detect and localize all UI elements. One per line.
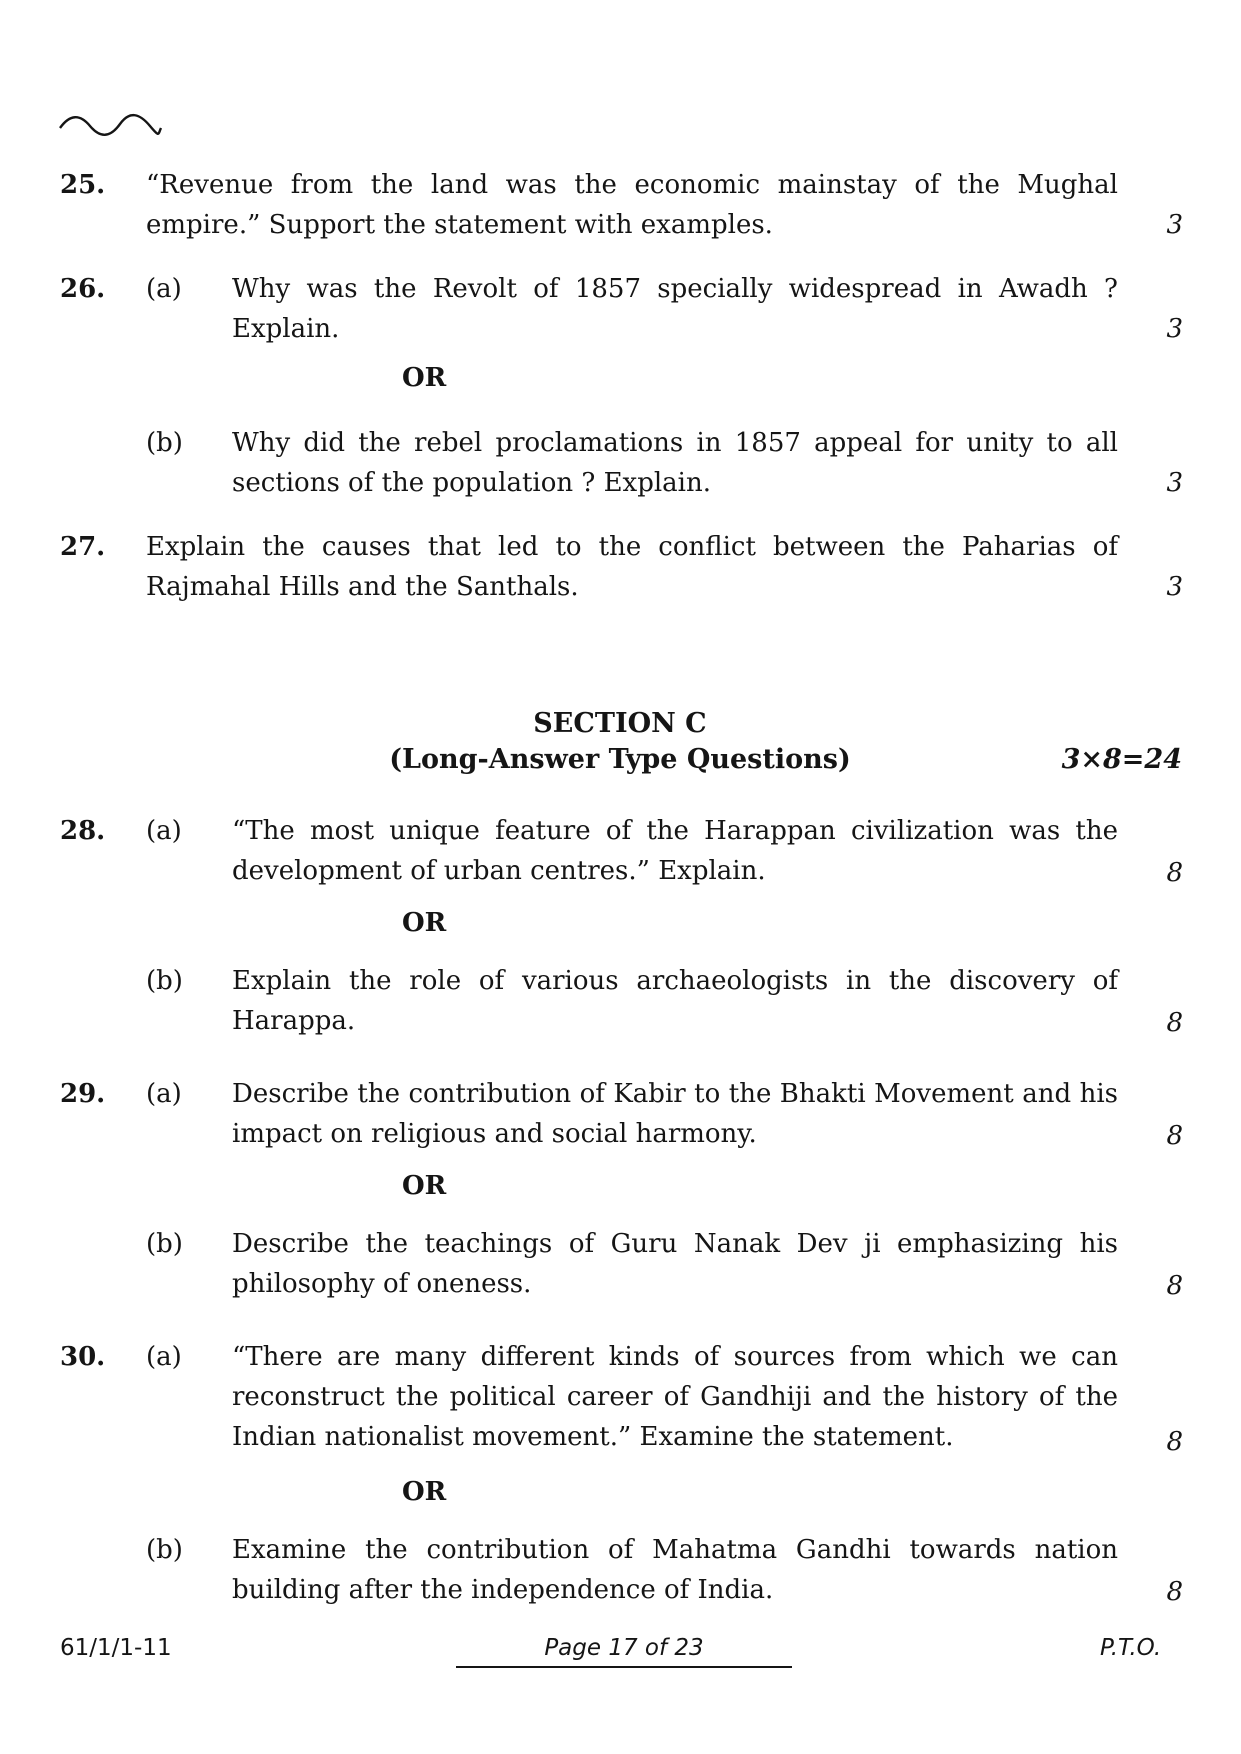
or-separator: OR [402,1477,447,1507]
option-label: (a) [146,816,182,846]
question-number: 28. [60,816,106,846]
option-label: (b) [146,428,183,458]
question-text: Examine the contribution of Mahatma Gandhi towards nation building after the independence of India. [232,1535,1118,1605]
option-label: (a) [146,1342,182,1372]
question-text: Describe the teachings of Guru Nanak Dev ji emphasizing his philosophy of oneness. [232,1229,1118,1299]
or-separator: OR [402,908,447,938]
question-number: 30. [60,1342,106,1372]
marks: 8 [1166,1271,1183,1301]
or-separator: OR [402,1171,447,1201]
question-text: Explain the role of various archaeologists in the discovery of Harappa. [232,966,1118,1036]
question-text: Describe the contribution of Kabir to the Bhakti Movement and his impact on religious and social harmony. [232,1079,1118,1149]
marks: 3 [1166,468,1183,498]
marks: 3 [1166,314,1183,344]
question-number: 27. [60,532,106,562]
question-text: Why did the rebel proclamations in 1857 appeal for unity to all sections of the population ? Explain. [232,428,1118,498]
wavy-line-icon [58,112,163,140]
question-text: Explain the causes that led to the conflict between the Paharias of Rajmahal Hills and the Santhals. [146,532,1118,602]
section-title: SECTION C [533,708,707,739]
section-marks: 3×8=24 [1061,744,1182,775]
footer-divider [456,1666,792,1668]
marks: 8 [1166,858,1183,888]
or-separator: OR [402,363,447,393]
page-number: Page 17 of 23 [544,1635,704,1661]
question-number: 25. [60,170,106,200]
marks: 3 [1166,210,1183,240]
marks: 3 [1166,572,1183,602]
question-number: 29. [60,1079,106,1109]
section-subtitle: (Long-Answer Type Questions) [389,744,851,775]
pto-label: P.T.O. [1100,1635,1162,1661]
marks: 8 [1166,1427,1183,1457]
question-text: Why was the Revolt of 1857 specially widespread in Awadh ? Explain. [232,274,1118,344]
option-label: (a) [146,1079,182,1109]
paper-code: 61/1/1-11 [60,1635,172,1661]
option-label: (b) [146,1535,183,1565]
question-number: 26. [60,274,106,304]
marks: 8 [1166,1577,1183,1607]
question-text: “Revenue from the land was the economic mainstay of the Mughal empire.” Support the statement with examples. [146,170,1118,240]
marks: 8 [1166,1121,1183,1151]
question-text: “The most unique feature of the Harappan civilization was the development of urban centres.” Explain. [232,816,1118,886]
marks: 8 [1166,1008,1183,1038]
option-label: (a) [146,274,182,304]
question-text: “There are many different kinds of sources from which we can reconstruct the political career of Gandhiji and the history of the Indian nationalist movement.” Examine the statement. [232,1342,1118,1452]
option-label: (b) [146,966,183,996]
option-label: (b) [146,1229,183,1259]
